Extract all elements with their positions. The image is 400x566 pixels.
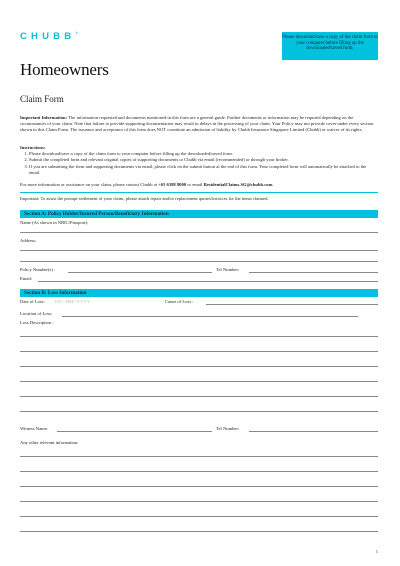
contact-phone: +65 6398 8000 <box>158 182 187 187</box>
witness-name-label: Witness Name: <box>20 426 49 431</box>
loss-description-line[interactable] <box>20 351 378 352</box>
tel-number-label: Tel Number: <box>216 267 240 272</box>
policy-number-field[interactable] <box>68 272 212 273</box>
other-info-label: Any other relevant information: <box>20 440 79 445</box>
witness-name-field[interactable] <box>57 431 212 432</box>
instruction-item: 3. If you are submitting the form and supporting documents via email, please click on the submit button at the end of this form. Your completed form will automatically be attached to the email. <box>29 164 378 176</box>
important-text: The information requested and documents mentioned in this form are a general guide. Further documents or information may be required depending on the circumstances of your claim. Note that failure to provide supporting documentation may result in delays in the processing of your claim. Your Policy may not provide cover under every section shown in this Claim Form. The issuance and acceptance of this form does NOT constitute an admission of liability by Chubb Insurance Singapore Limited (Chubb) or waiver of its rights. <box>20 115 374 133</box>
name-label: Name (As shown in NRIC/Passport): <box>20 220 89 225</box>
instruction-item: 2. Submit the completed form and relevant original copies of supporting documents to Chubb via email (recommended) or through your broker. <box>29 157 378 163</box>
date-of-loss-input[interactable]: DD / MM / YYYY <box>55 299 91 304</box>
loss-description-line[interactable] <box>20 366 378 367</box>
email-field[interactable] <box>38 281 378 282</box>
other-info-line[interactable] <box>20 531 378 532</box>
name-field[interactable] <box>20 232 378 233</box>
other-info-line[interactable] <box>20 471 378 472</box>
other-info-line[interactable] <box>20 501 378 502</box>
chubb-logo: CHUBB® <box>20 31 78 42</box>
loss-description-label: Loss Description : <box>20 320 54 325</box>
contact-email-link[interactable]: ResidentialClaims.SG@chubb.com <box>203 182 273 187</box>
address-label: Address: <box>20 238 37 243</box>
important-label: Important Information: <box>20 115 68 120</box>
loss-description-line[interactable] <box>20 336 378 337</box>
cause-of-loss-field[interactable] <box>206 304 378 305</box>
section-a-header: Section A: Policy Holder/Insured Person/Beneficiary Information <box>20 210 378 218</box>
instruction-item: 1. Please download/save a copy of the claim form to your computer before filling up the downloaded/saved form. <box>29 151 378 157</box>
instructions-block <box>20 145 378 176</box>
important-information <box>20 115 378 134</box>
witness-tel-field[interactable] <box>249 431 378 432</box>
page-number: 1 <box>375 549 378 554</box>
page-title: Homeowners <box>20 60 109 79</box>
location-of-loss-label: Location of Loss: <box>20 311 53 316</box>
important-footer: Important: To assist the prompt settlement of your claim, please attach repair and/or replacement quotes/invoices for the items claimed. <box>20 196 269 201</box>
email-label: Email: <box>20 276 33 281</box>
section-b-header: Section B: Loss Information <box>20 289 378 297</box>
instructions-label: Instructions: <box>20 145 46 150</box>
address-field-line-2[interactable] <box>20 261 378 262</box>
tel-number-field[interactable] <box>249 272 378 273</box>
page-subtitle: Claim Form <box>20 94 64 104</box>
other-info-line[interactable] <box>20 456 378 457</box>
date-of-loss-label: Date of Loss: <box>20 299 45 304</box>
download-notice: Please download/save a copy of the claim form to your computer before filling up the downloaded/saved form. <box>282 32 378 60</box>
address-field-line-1[interactable] <box>20 250 378 251</box>
location-of-loss-field[interactable] <box>62 316 358 317</box>
instructions-list <box>20 151 378 176</box>
assistance-line: For more information or assistance on your claim, please contact Chubb at +65 6398 8000 or email ResidentialClaims.SG@chubb.com. <box>20 182 274 187</box>
loss-description-line[interactable] <box>20 396 378 397</box>
divider <box>20 192 378 193</box>
loss-description-line[interactable] <box>20 411 378 412</box>
witness-tel-label: Tel Number: <box>216 426 240 431</box>
cause-of-loss-label: Cause of Loss : <box>165 299 194 304</box>
loss-description-line[interactable] <box>20 381 378 382</box>
other-info-line[interactable] <box>20 486 378 487</box>
policy-number-label: Policy Number(s) : <box>20 267 56 272</box>
other-info-line[interactable] <box>20 516 378 517</box>
